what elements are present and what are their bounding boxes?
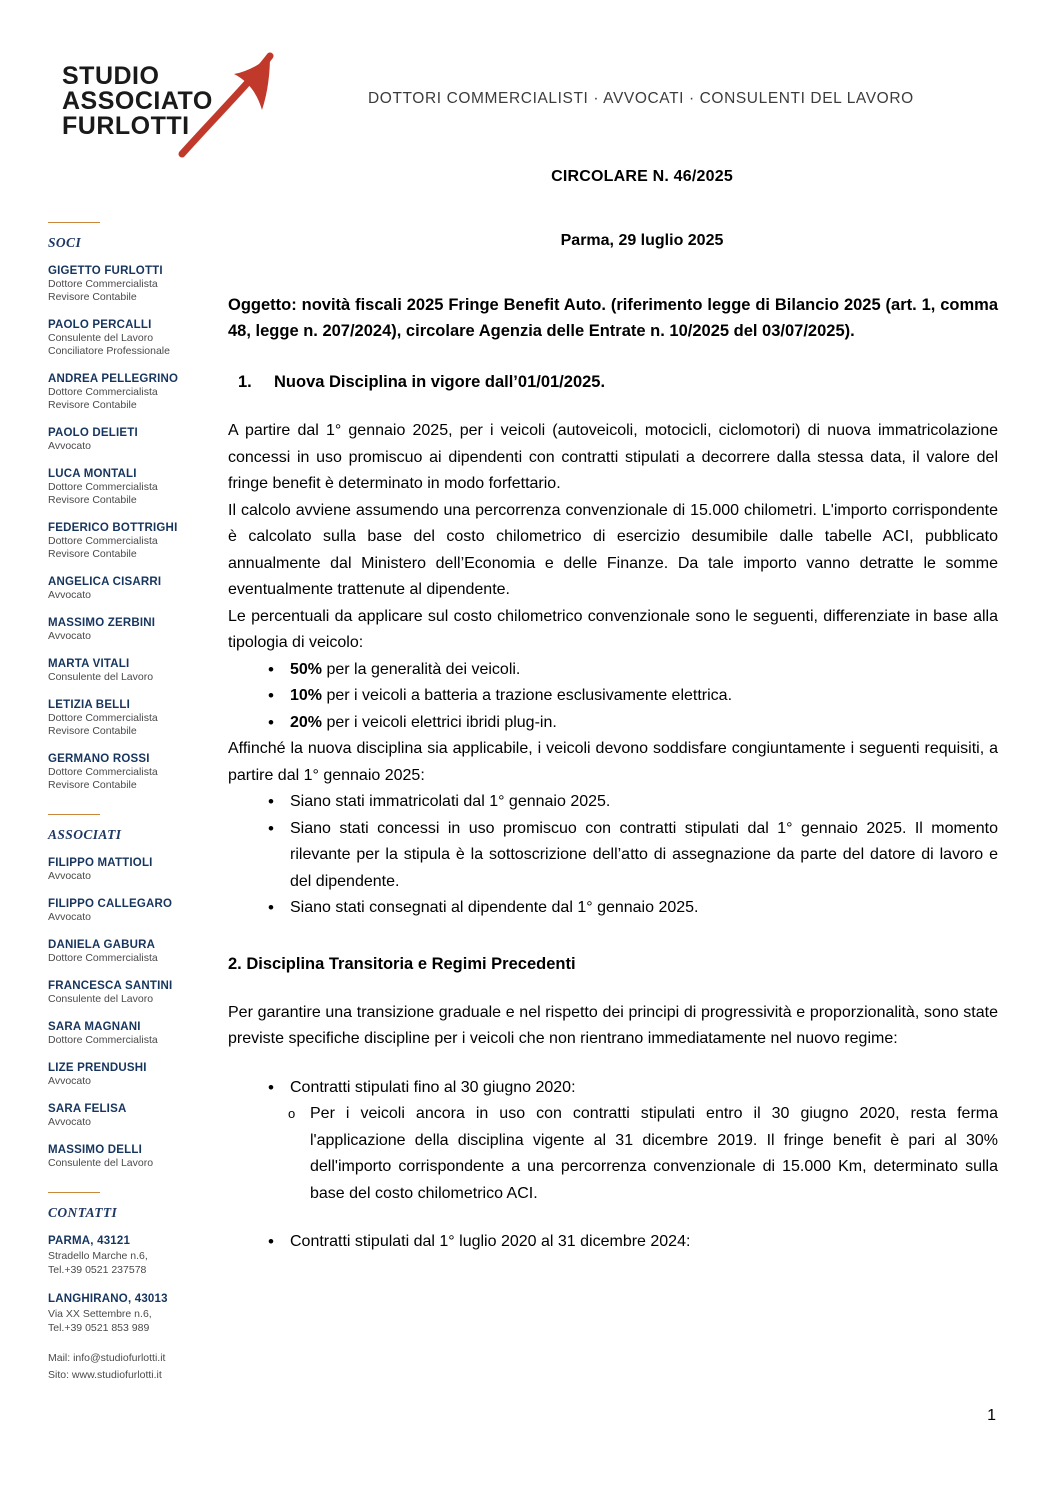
- sidebar-person: [48, 616, 224, 643]
- person-role: Consulente del Lavoro: [48, 671, 154, 683]
- person-role: Conciliatore Professionale: [48, 345, 170, 357]
- sidebar-person: [48, 1061, 224, 1088]
- sidebar-person: [48, 318, 224, 358]
- person-name: FRANCESCA SANTINI: [48, 980, 173, 992]
- person-role: Avvocato: [48, 1075, 91, 1087]
- person-name: FILIPPO CALLEGARO: [48, 898, 173, 910]
- person-name: MASSIMO DELLI: [48, 1144, 142, 1156]
- studio-logo: [62, 54, 302, 154]
- person-name: FILIPPO MATTIOLI: [48, 857, 153, 869]
- sidebar: [48, 222, 224, 1384]
- person-name: FEDERICO BOTTRIGHI: [48, 522, 178, 534]
- logo-line-2: ASSOCIATO: [62, 87, 213, 115]
- person-role: Revisore Contabile: [48, 725, 137, 737]
- person-role: Dottore Commercialista: [48, 386, 158, 398]
- bullet-percent: 10%: [290, 687, 323, 704]
- person-name: DANIELA GABURA: [48, 939, 156, 951]
- sidebar-person: [48, 1102, 224, 1129]
- person-role: Avvocato: [48, 589, 91, 601]
- sidebar-person: [48, 264, 224, 304]
- document-header: [0, 42, 1058, 152]
- sidebar-person: [48, 521, 224, 561]
- list-item: • Siano stati consegnati al dipendente dal 1° gennaio 2025.: [268, 895, 998, 922]
- person-name: LETIZIA BELLI: [48, 699, 131, 711]
- list-item: • Contratti stipulati dal 1° luglio 2020 al 31 dicembre 2024:: [268, 1229, 998, 1256]
- person-name: LIZE PRENDUSHI: [48, 1062, 147, 1074]
- transitional-bullet-list-2: [228, 1229, 998, 1256]
- list-item: • Contratti stipulati fino al 30 giugno 2020:: [268, 1075, 998, 1102]
- sidebar-divider-soci: [48, 222, 100, 223]
- person-name: LUCA MONTALI: [48, 468, 137, 480]
- sidebar-person: [48, 657, 224, 684]
- logo-wordmark: [62, 64, 213, 139]
- person-name: PAOLO PERCALLI: [48, 319, 152, 331]
- person-name: MARTA VITALI: [48, 658, 130, 670]
- sidebar-person: [48, 752, 224, 792]
- person-role: Dottore Commercialista: [48, 1034, 158, 1046]
- logo-line-3: FURLOTTI: [62, 112, 190, 140]
- person-role: Revisore Contabile: [48, 291, 137, 303]
- office-line: Tel.+39 0521 853 989: [48, 1322, 150, 1334]
- list-item: • 50% per la generalità dei veicoli.: [268, 657, 998, 684]
- list-item: • Siano stati immatricolati dal 1° gennaio 2025.: [268, 789, 998, 816]
- person-name: MASSIMO ZERBINI: [48, 617, 156, 629]
- person-role: Consulente del Lavoro: [48, 993, 154, 1005]
- office-block: [48, 1292, 224, 1335]
- section-2-title: 2. Disciplina Transitoria e Regimi Precedenti: [228, 954, 576, 973]
- office-city: PARMA, 43121: [48, 1235, 131, 1247]
- list-item: • Siano stati concessi in uso promiscuo con contratti stipulati dal 1° gennaio 2025. Il momento rilevante per la stipula è la sottoscrizione dell’atto di assegnazione da parte del datore di lavoro e del dipendente.: [268, 816, 998, 896]
- logo-line-1: STUDIO: [62, 62, 160, 90]
- paragraph-4: Affinché la nuova disciplina sia applicabile, i veicoli devono soddisfare congiuntamente i seguenti requisiti, a partire dal 1° gennaio 2025:: [228, 740, 998, 784]
- page-number: 1: [987, 1407, 996, 1424]
- person-role: Consulente del Lavoro: [48, 1157, 154, 1169]
- sidebar-person: [48, 467, 224, 507]
- bullet-percent: 50%: [290, 660, 323, 678]
- sidebar-heading-contatti: CONTATTI: [48, 1205, 118, 1220]
- office-line: Via XX Settembre n.6,: [48, 1308, 152, 1320]
- spacer-2: [228, 1207, 998, 1229]
- person-name: ANDREA PELLEGRINO: [48, 373, 179, 385]
- section-1-title: [228, 370, 998, 394]
- person-role: Avvocato: [48, 1116, 91, 1128]
- sidebar-associati-list: [48, 856, 224, 1170]
- person-role: Dottore Commercialista: [48, 535, 158, 547]
- paragraph-5: Per garantire una transizione graduale e nel rispetto dei principi di progressività e proporzionalità, sono state previste specifiche discipline per i veicoli che non rientrano immediatamente nel nuovo regime:: [228, 1003, 998, 1047]
- paragraph-1: A partire dal 1° gennaio 2025, per i veicoli (autoveicoli, motocicli, ciclomotori) di nuova immatricolazione concessi in uso promiscuo ai dipendenti con contratti stipulati a decorrere dalla stessa data, il valore del fringe benefit è determinato in modo forfettario.: [228, 422, 998, 492]
- office-city: LANGHIRANO, 43013: [48, 1293, 168, 1305]
- place-date: Parma, 29 luglio 2025: [560, 232, 724, 249]
- person-role: Dottore Commercialista: [48, 766, 158, 778]
- sidebar-heading-associati: ASSOCIATI: [48, 827, 122, 842]
- sidebar-person: [48, 897, 224, 924]
- transitional-sub-list: [228, 1101, 998, 1207]
- sidebar-person: [48, 698, 224, 738]
- office-block: [48, 1234, 224, 1277]
- list-item: • 10% per i veicoli a batteria a trazione esclusivamente elettrica.: [268, 683, 998, 710]
- sidebar-site[interactable]: Sito: www.studiofurlotti.it: [48, 1369, 162, 1381]
- sidebar-person: [48, 938, 224, 965]
- person-role: Avvocato: [48, 440, 91, 452]
- list-item: o Per i veicoli ancora in uso con contratti stipulati entro il 30 giugno 2020, resta ferma l'applicazione della disciplina vigente al 31 dicembre 2019. Il fringe benefit è pari al 30% dell'importo corrispondente a una percorrenza convenzionale di 15.000 Km, determinato sulla base del costo chilometrico ACI.: [288, 1101, 998, 1207]
- person-role: Avvocato: [48, 630, 91, 642]
- person-role: Revisore Contabile: [48, 494, 137, 506]
- header-tagline: DOTTORI COMMERCIALISTI · AVVOCATI · CONSULENTI DEL LAVORO: [368, 90, 914, 107]
- transitional-bullet-list: [228, 1075, 998, 1102]
- sidebar-divider-contatti: [48, 1192, 100, 1193]
- person-role: Dottore Commercialista: [48, 952, 158, 964]
- document-body: [228, 168, 998, 1256]
- list-item: • 20% per i veicoli elettrici ibridi plug-in.: [268, 710, 998, 737]
- person-role: Consulente del Lavoro: [48, 332, 154, 344]
- person-role: Revisore Contabile: [48, 779, 137, 791]
- sidebar-mail[interactable]: Mail: info@studiofurlotti.it: [48, 1352, 166, 1364]
- sidebar-offices-list: [48, 1234, 224, 1335]
- sidebar-person: [48, 372, 224, 412]
- sidebar-person: [48, 575, 224, 602]
- person-role: Avvocato: [48, 870, 91, 882]
- person-name: SARA FELISA: [48, 1103, 127, 1115]
- percentage-bullet-list: [228, 657, 998, 737]
- office-line: Stradello Marche n.6,: [48, 1250, 148, 1262]
- person-name: GERMANO ROSSI: [48, 753, 150, 765]
- sidebar-divider-associati: [48, 814, 100, 815]
- person-name: GIGETTO FURLOTTI: [48, 265, 163, 277]
- sidebar-person: [48, 1143, 224, 1170]
- person-name: SARA MAGNANI: [48, 1021, 141, 1033]
- person-name: ANGELICA CISARRI: [48, 576, 162, 588]
- person-role: Avvocato: [48, 911, 91, 923]
- sidebar-person: [48, 426, 224, 453]
- office-line: Tel.+39 0521 237578: [48, 1264, 147, 1276]
- sidebar-heading-soci: SOCI: [48, 235, 82, 250]
- person-role: Dottore Commercialista: [48, 278, 158, 290]
- section-1-heading: Nuova Disciplina in vigore dall’01/01/2025.: [274, 373, 606, 391]
- person-role: Dottore Commercialista: [48, 712, 158, 724]
- bullet-percent: 20%: [290, 713, 323, 731]
- paragraph-2: Il calcolo avviene assumendo una percorrenza convenzionale di 15.000 chilometri. L'importo corrispondente è calcolato sulla base del costo chilometrico di esercizio desumibile dalle tabelle ACI, pubblicato annualmente dal Ministero dell’Economia e delle Finanze. Da tale importo vanno detratte le somme eventualmente trattenute al dipendente.: [228, 501, 998, 598]
- paragraph-3: Le percentuali da applicare sul costo chilometrico convenzionale sono le seguenti, differenziate in base alla tipologia di veicolo:: [228, 607, 998, 651]
- spacer: [228, 1053, 998, 1075]
- sidebar-person: [48, 1020, 224, 1047]
- section-1-number: 1.: [238, 373, 252, 391]
- sidebar-person: [48, 856, 224, 883]
- person-role: Revisore Contabile: [48, 548, 137, 560]
- person-role: Revisore Contabile: [48, 399, 137, 411]
- person-name: PAOLO DELIETI: [48, 427, 138, 439]
- sidebar-person: [48, 979, 224, 1006]
- requirements-bullet-list: [228, 789, 998, 922]
- person-role: Dottore Commercialista: [48, 481, 158, 493]
- sidebar-soci-list: [48, 264, 224, 792]
- circular-number: CIRCOLARE N. 46/2025: [551, 168, 733, 185]
- subject-line: Oggetto: novità fiscali 2025 Fringe Benefit Auto. (riferimento legge di Bilancio 2025 (art. 1, comma 48, legge n. 207/2024), circolare Agenzia delle Entrate n. 10/2025 del 03/07/2025).: [228, 296, 998, 340]
